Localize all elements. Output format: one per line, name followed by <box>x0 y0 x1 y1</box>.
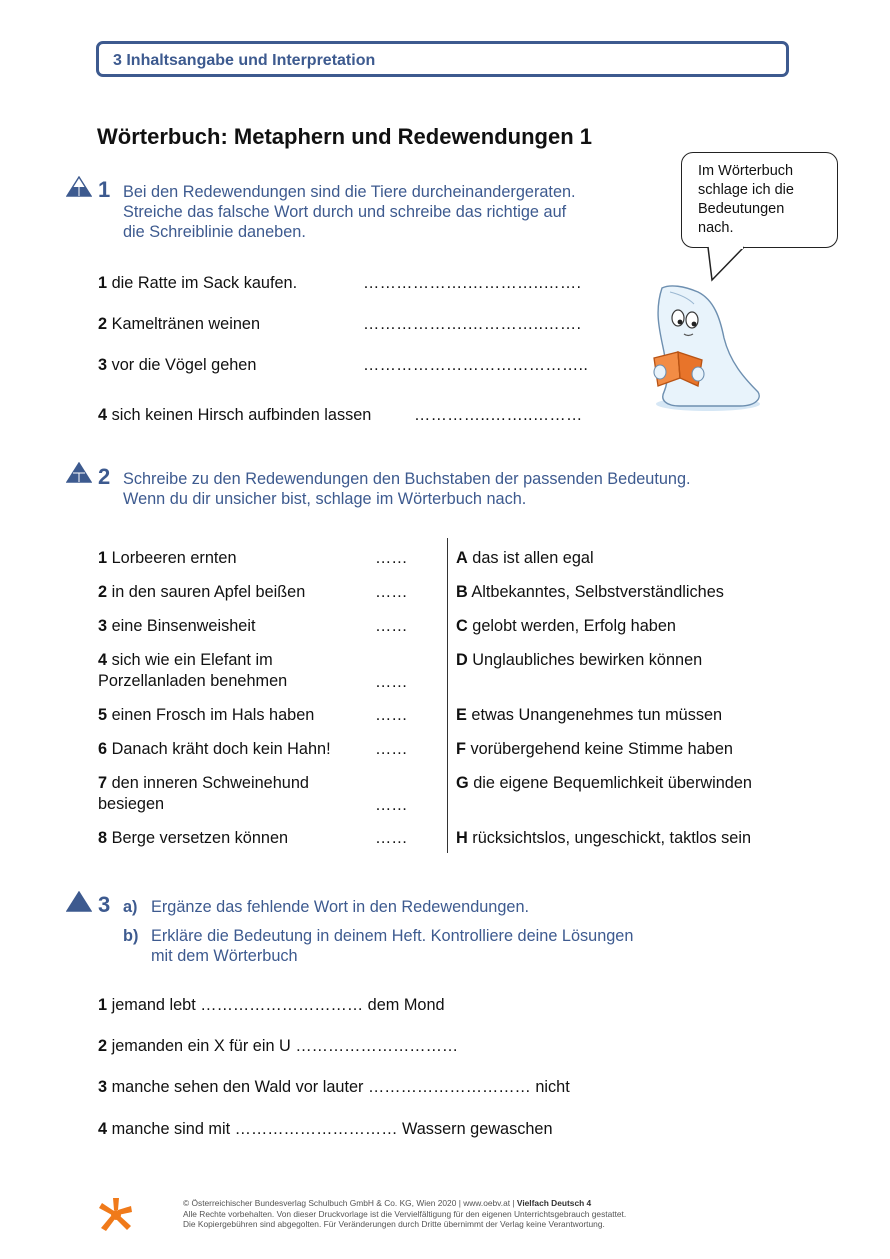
bubble-tail <box>700 246 750 286</box>
table-divider <box>447 538 448 853</box>
table-row: 4 sich wie ein Elefant im Porzellanladen benehmen <box>98 651 288 690</box>
instruction-line: Bei den Redewendungen sind die Tiere durcheinandergeraten. <box>123 183 576 201</box>
list-item: 1 jemand lebt ………………………… dem Mond <box>98 996 445 1014</box>
meaning-item: E etwas Unangenehmes tun müssen <box>456 706 723 724</box>
answer-blank[interactable]: ………………………… <box>368 1078 531 1096</box>
bubble-line: schlage ich die <box>698 182 794 198</box>
answer-blank[interactable]: ……………….…………..……. <box>363 315 582 333</box>
instruction-line: die Schreiblinie daneben. <box>123 223 306 241</box>
list-item: 2 Kameltränen weinen <box>98 315 261 333</box>
meaning-item: H rücksichtslos, ungeschickt, taktlos sein <box>456 829 751 847</box>
table-row: 1 Lorbeeren ernten <box>98 549 237 567</box>
bubble-line: Bedeutungen <box>698 201 785 217</box>
meaning-item: D Unglaubliches bewirken können <box>456 651 703 669</box>
chapter-header <box>96 41 789 77</box>
answer-blank[interactable]: …………..……..……… <box>414 406 583 424</box>
answer-blank[interactable]: …… <box>375 549 408 567</box>
instruction-line: Erkläre die Bedeutung in deinem Heft. Kontrolliere deine Lösungen <box>151 927 634 945</box>
table-row: 5 einen Frosch im Hals haben <box>98 706 315 724</box>
difficulty-easy-icon <box>66 176 92 197</box>
answer-blank[interactable]: ………………………… <box>295 1037 459 1055</box>
reading-figure-illustration <box>640 282 770 414</box>
answer-blank[interactable]: …… <box>375 740 408 758</box>
task-text <box>151 897 529 917</box>
answer-blank[interactable]: …… <box>375 796 408 814</box>
instruction-line: Schreibe zu den Redewendungen den Buchstaben der passenden Bedeutung. <box>123 470 691 488</box>
table-row: 6 Danach kräht doch kein Hahn! <box>98 740 331 758</box>
meaning-item: F vorübergehend keine Stimme haben <box>456 740 733 758</box>
difficulty-medium-icon <box>66 462 92 483</box>
list-item: 3 vor die Vögel gehen <box>98 356 257 374</box>
answer-blank[interactable]: …… <box>375 673 408 691</box>
instruction-line: Wenn du dir unsicher bist, schlage im Wörterbuch nach. <box>123 490 527 508</box>
meaning-item: A das ist allen egal <box>456 549 594 567</box>
chapter-title: 3 Inhaltsangabe und Interpretation <box>113 52 376 69</box>
answer-blank[interactable]: …… <box>375 583 408 601</box>
publisher-logo-icon <box>97 1196 133 1234</box>
instruction-line: mit dem Wörterbuch <box>151 947 298 965</box>
footer-copyright: © Österreichischer Bundesverlag Schulbuch GmbH & Co. KG, Wien 2020 | www.oebv.at | Vielfach Deutsch 4 Alle Rechte vorbehalten. Von dieser Druckvorlage ist die Vervielfältigung für den eigenen Unterrichtsgebrauch gestattet. Die Kopiergebühren sind abgegolten. Für Veränderungen durch Dritte übernimmt der Verlag keine Verantwortung. <box>183 1198 627 1229</box>
page-title: Wörterbuch: Metaphern und Redewendungen 1 <box>97 124 593 149</box>
meaning-item: C gelobt werden, Erfolg haben <box>456 617 676 635</box>
exercise-instruction <box>123 469 691 509</box>
table-row: 3 eine Binsenweisheit <box>98 617 256 635</box>
speech-bubble <box>681 152 838 248</box>
meaning-item: G die eigene Bequemlichkeit überwinden <box>456 774 752 792</box>
instruction-line: Ergänze das fehlende Wort in den Redewendungen. <box>151 898 530 916</box>
list-item: 4 manche sind mit ………………………… Wassern gewaschen <box>98 1120 553 1138</box>
table-row: 7 den inneren Schweinehund besiegen <box>98 774 309 813</box>
list-item: 2 jemanden ein X für ein U ………………………… <box>98 1037 459 1055</box>
list-item: 1 die Ratte im Sack kaufen. <box>98 274 298 292</box>
answer-blank[interactable]: ………………………………….. <box>363 356 589 374</box>
list-item: 3 manche sehen den Wald vor lauter ………………………… nicht <box>98 1078 570 1096</box>
list-item: 4 sich keinen Hirsch aufbinden lassen <box>98 406 372 424</box>
answer-blank[interactable]: …… <box>375 617 408 635</box>
answer-blank[interactable]: ………………………… <box>234 1120 398 1138</box>
task-text <box>151 926 633 966</box>
table-row: 8 Berge versetzen können <box>98 829 289 847</box>
bubble-line: nach. <box>698 220 734 236</box>
table-row: 2 in den sauren Apfel beißen <box>98 583 306 601</box>
answer-blank[interactable]: ……………….…………..……. <box>363 274 582 292</box>
meaning-item: B Altbekanntes, Selbstverständliches <box>456 583 724 601</box>
exercise-number: 1 <box>98 177 111 202</box>
exercise-number: 2 <box>98 464 111 489</box>
answer-blank[interactable]: …… <box>375 829 408 847</box>
exercise-number: 3 <box>98 892 111 917</box>
instruction-line: Streiche das falsche Wort durch und schreibe das richtige auf <box>123 203 567 221</box>
task-label: a) <box>123 898 138 916</box>
bubble-line: Im Wörterbuch <box>698 163 794 179</box>
difficulty-hard-icon <box>66 891 92 912</box>
exercise-instruction <box>123 182 576 242</box>
answer-blank[interactable]: …… <box>375 706 408 724</box>
answer-blank[interactable]: ………………………… <box>200 996 364 1014</box>
task-label: b) <box>123 927 139 945</box>
